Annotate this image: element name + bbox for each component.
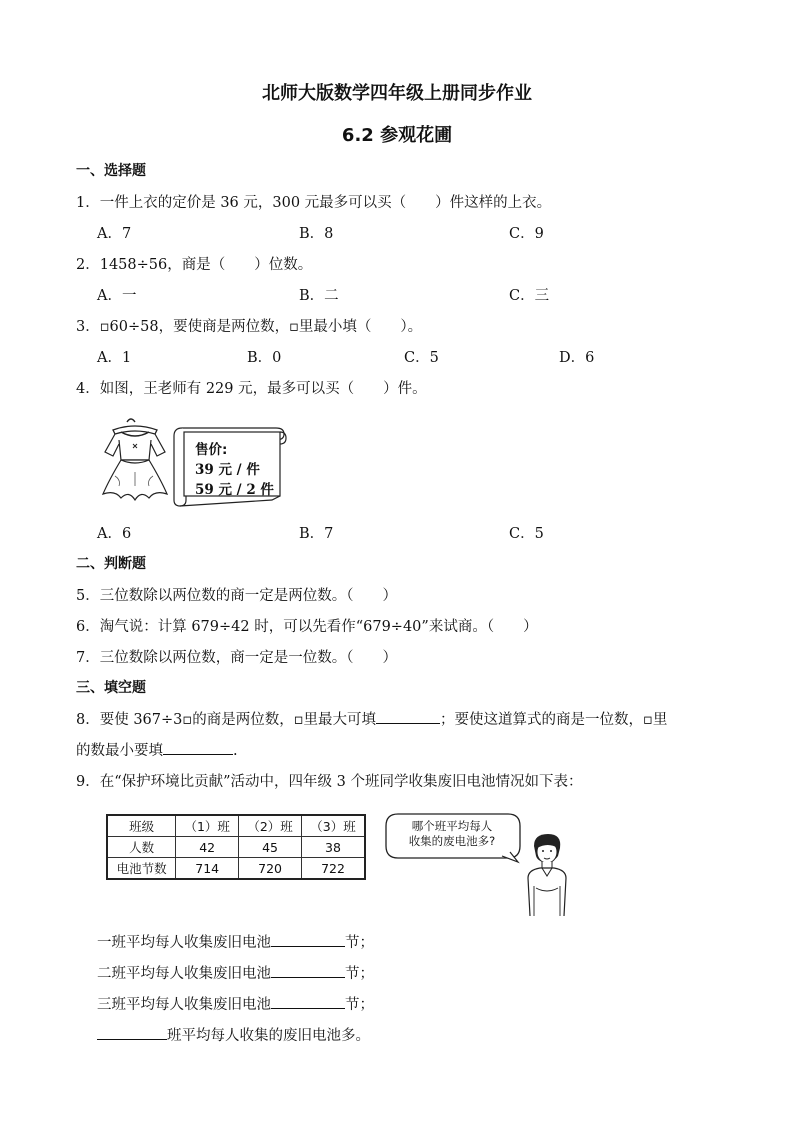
table-row bbox=[107, 858, 365, 880]
q3-option-a: A．1 bbox=[97, 350, 132, 366]
q8-text-3: 的数最小要填 bbox=[76, 743, 163, 759]
q1-option-a: A．7 bbox=[97, 226, 132, 242]
bubble-line-2: 收集的废电池多? bbox=[408, 834, 496, 848]
answer-line-class-3 bbox=[97, 993, 374, 1014]
question-7: 7．三位数除以两位数，商一定是一位数。（ ） bbox=[76, 650, 397, 666]
answer-line-1-text: 一班平均每人收集废旧电池 bbox=[97, 935, 271, 951]
q3-option-b: B．0 bbox=[247, 350, 282, 366]
page-title: 北师大版数学四年级上册同步作业 bbox=[262, 83, 532, 104]
price-line-2: 59 元 / 2 件 bbox=[195, 482, 274, 498]
section-heading-choice: 一、选择题 bbox=[76, 163, 146, 179]
q8-text-2: ；要使这道算式的商是一位数，▫里 bbox=[440, 712, 668, 728]
section-heading-judge: 二、判断题 bbox=[76, 556, 146, 572]
q3-option-d: D．6 bbox=[559, 350, 595, 366]
table-cell: 人数 bbox=[107, 837, 176, 858]
question-2: 2．1458÷56，商是（ ）位数。 bbox=[76, 257, 313, 273]
question-1: 1．一件上衣的定价是 36 元，300 元最多可以买（ ）件这样的上衣。 bbox=[76, 195, 552, 211]
page-subtitle: 6.2 参观花圃 bbox=[341, 125, 453, 146]
table-cell: 38 bbox=[302, 837, 365, 858]
table-row bbox=[107, 837, 365, 858]
answer-unit-3: 节； bbox=[345, 997, 374, 1013]
answer-unit-2: 节； bbox=[345, 966, 374, 982]
table-cell: 720 bbox=[239, 858, 302, 880]
question-4: 4．如图，王老师有 229 元，最多可以买（ ）件。 bbox=[76, 381, 427, 397]
q8-blank-2[interactable] bbox=[163, 740, 233, 755]
q4-option-b: B．7 bbox=[299, 526, 334, 542]
question-8-line-1 bbox=[76, 708, 667, 729]
answer-unit-1: 节； bbox=[345, 935, 374, 951]
answer-line-class-2 bbox=[97, 962, 374, 983]
price-line-1: 39 元 / 件 bbox=[195, 462, 260, 478]
question-3: 3．▫60÷58，要使商是两位数，▫里最小填（ ）。 bbox=[76, 319, 423, 335]
table-cell: 714 bbox=[176, 858, 239, 880]
answer-line-3-text: 三班平均每人收集废旧电池 bbox=[97, 997, 271, 1013]
table-cell: 722 bbox=[302, 858, 365, 880]
q1-option-b: B．8 bbox=[299, 226, 334, 242]
answer-blank-1[interactable] bbox=[271, 932, 345, 947]
answer-line-2-text: 二班平均每人收集废旧电池 bbox=[97, 966, 271, 982]
table-header-cell: （2）班 bbox=[239, 815, 302, 837]
q8-blank-1[interactable] bbox=[376, 709, 440, 724]
speech-bubble-text bbox=[384, 819, 520, 849]
q3-option-c: C．5 bbox=[404, 350, 439, 366]
table-cell: 42 bbox=[176, 837, 239, 858]
price-title: 售价: bbox=[195, 442, 228, 458]
question-8-line-2 bbox=[76, 739, 238, 760]
q2-option-b: B．二 bbox=[299, 288, 339, 304]
answer-line-4-text: 班平均每人收集的废旧电池多。 bbox=[167, 1028, 370, 1044]
question-6: 6．淘气说：计算 679÷42 时，可以先看作“679÷40”来试商。（ ） bbox=[76, 619, 538, 635]
table-cell: 45 bbox=[239, 837, 302, 858]
q8-text-1: 8．要使 367÷3▫的商是两位数，▫里最大可填 bbox=[76, 712, 377, 728]
q2-option-a: A．一 bbox=[97, 288, 137, 304]
q8-text-4: . bbox=[233, 743, 238, 759]
table-header-row bbox=[107, 815, 365, 837]
answer-line-most bbox=[97, 1024, 370, 1045]
q1-option-c: C．9 bbox=[509, 226, 544, 242]
q2-option-c: C．三 bbox=[509, 288, 550, 304]
q4-option-c: C．5 bbox=[509, 526, 544, 542]
table-header-cell: 班级 bbox=[107, 815, 176, 837]
question-9: 9．在“保护环境比贡献”活动中，四年级 3 个班同学收集废旧电池情况如下表： bbox=[76, 774, 583, 790]
battery-table bbox=[106, 814, 366, 880]
answer-blank-4[interactable] bbox=[97, 1025, 167, 1040]
dress-illustration bbox=[97, 416, 173, 502]
answer-blank-2[interactable] bbox=[271, 963, 345, 978]
answer-line-class-1 bbox=[97, 931, 374, 952]
bubble-line-1: 哪个班平均每人 bbox=[411, 819, 493, 833]
question-5: 5．三位数除以两位数的商一定是两位数。（ ） bbox=[76, 588, 397, 604]
q4-option-a: A．6 bbox=[97, 526, 132, 542]
answer-blank-3[interactable] bbox=[271, 994, 345, 1009]
section-heading-fill: 三、填空题 bbox=[76, 680, 146, 696]
table-header-cell: （1）班 bbox=[176, 815, 239, 837]
table-cell: 电池节数 bbox=[107, 858, 176, 880]
teacher-illustration bbox=[520, 832, 572, 916]
table-header-cell: （3）班 bbox=[302, 815, 365, 837]
